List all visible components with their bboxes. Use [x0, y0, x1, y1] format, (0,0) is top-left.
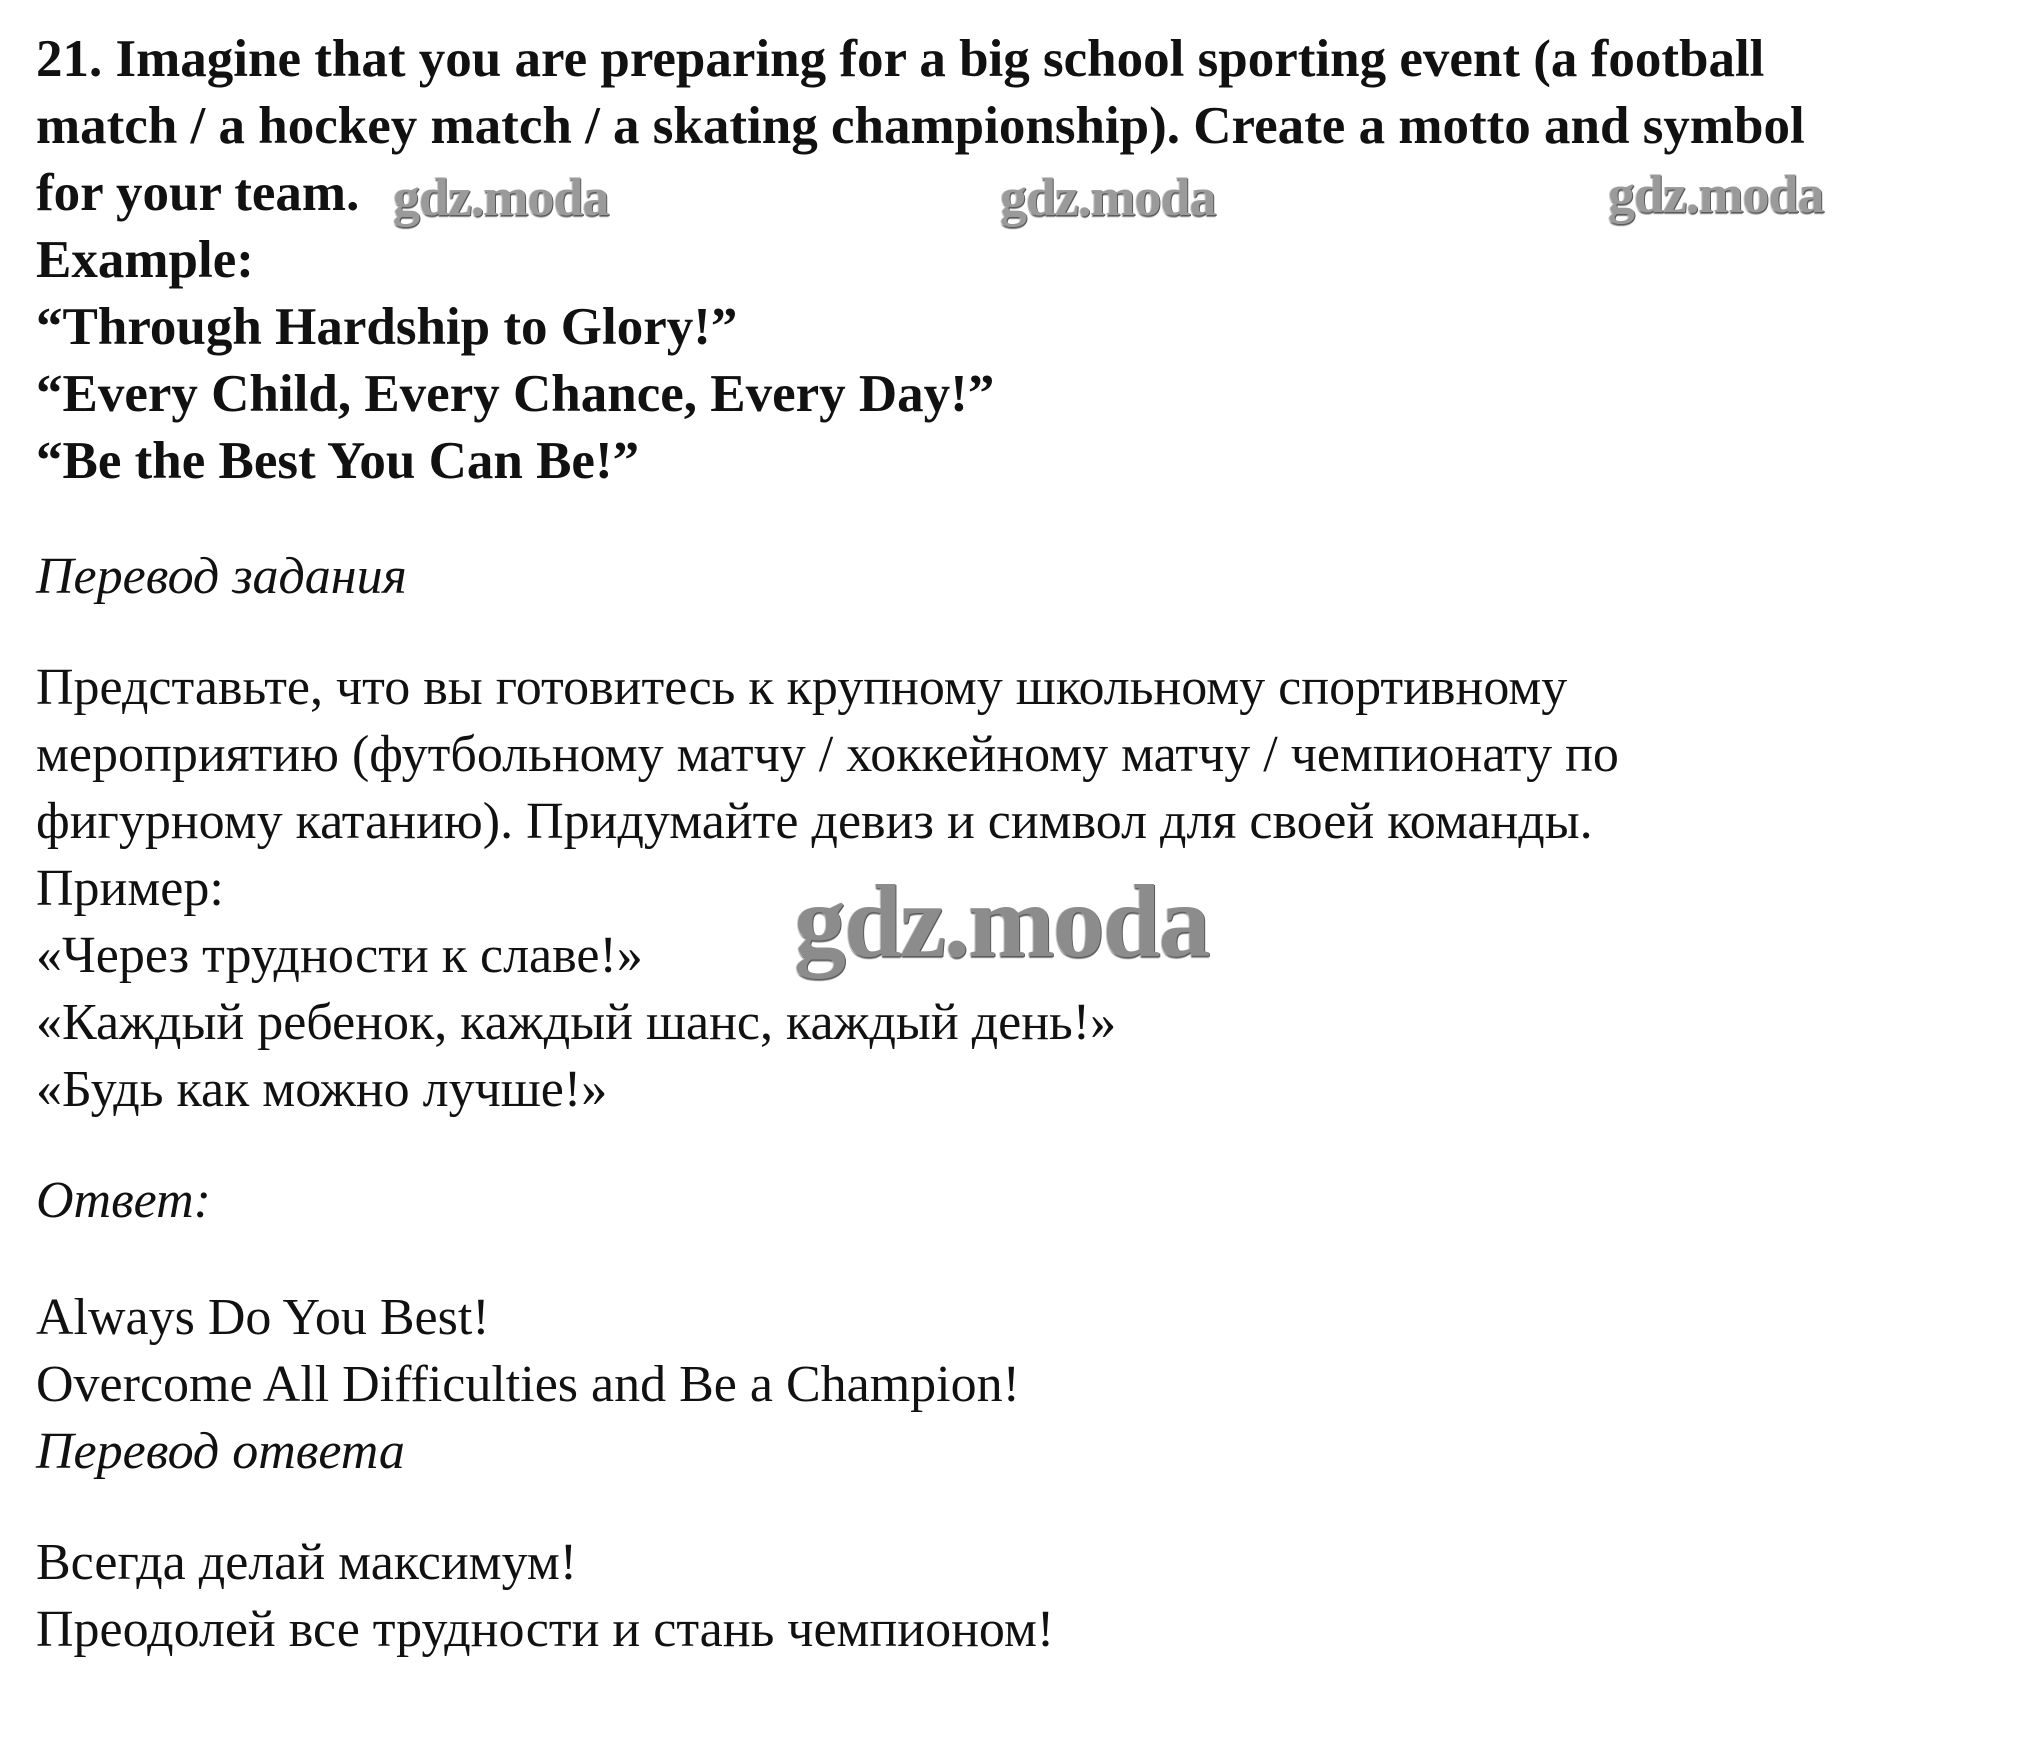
translation-line: фигурному катанию). Придумайте девиз и символ для своей команды. — [36, 793, 1593, 850]
task-line: 21. Imagine that you are preparing for a big school sporting event (a football — [36, 30, 1765, 88]
answer-line: Overcome All Difficulties and Be a Champion! — [36, 1356, 1020, 1413]
answer-line: Always Do You Best! — [36, 1289, 490, 1346]
answer-heading: Ответ: — [36, 1172, 211, 1229]
task-line: for your team. — [36, 164, 360, 222]
translation-line: Представьте, что вы готовитесь к крупному школьному спортивному — [36, 659, 1568, 716]
translation-motto: «Каждый ребенок, каждый шанс, каждый день!» — [36, 994, 1117, 1051]
watermark-logo: gdz.moda — [393, 167, 609, 227]
translation-motto: «Будь как можно лучше!» — [36, 1061, 608, 1118]
example-motto: “Every Child, Every Chance, Every Day!” — [36, 365, 995, 423]
translation-motto: «Через трудности к славе!» — [36, 927, 643, 984]
task-line: match / a hockey match / a skating championship). Create a motto and symbol — [36, 97, 1805, 155]
watermark-logo: gdz.moda — [1000, 167, 1216, 227]
answer-translation-line: Всегда делай максимум! — [36, 1534, 578, 1591]
task-block — [36, 26, 1996, 495]
translation-example-label: Пример: — [36, 860, 224, 917]
watermark-logo: gdz.moda — [1608, 164, 1824, 224]
document-body — [36, 26, 1996, 1663]
translation-line: мероприятию (футбольному матчу / хоккейному матчу / чемпионату по — [36, 726, 1619, 783]
answer-block — [36, 1167, 1996, 1418]
translation-block — [36, 543, 1996, 1123]
example-motto: “Be the Best You Can Be!” — [36, 432, 640, 490]
answer-translation-line: Преодолей все трудности и стань чемпионом! — [36, 1601, 1055, 1658]
example-motto: “Through Hardship to Glory!” — [36, 298, 738, 356]
example-label: Example: — [36, 231, 254, 289]
answer-translation-block — [36, 1418, 1996, 1663]
answer-translation-heading: Перевод ответа — [36, 1423, 405, 1480]
translation-heading: Перевод задания — [36, 548, 407, 605]
watermark-logo: gdz.moda — [794, 864, 1209, 979]
